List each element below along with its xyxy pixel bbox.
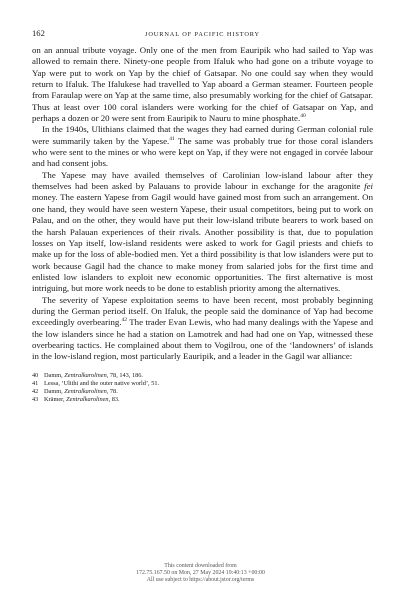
paragraph-text: The Yapese may have availed themselves of Carolinian low-island labour after they themselves had been asked by Palauans to provide labour in exchange for the aragonite (32, 169, 373, 192)
footnote-ref[interactable]: 41 (169, 135, 175, 142)
footnote-number: 43 (32, 395, 39, 403)
footnotes (32, 372, 373, 404)
footnote-text: Krämer, Zentralkarolinen, 83. (44, 395, 120, 403)
paragraph-3 (32, 170, 373, 295)
paragraph-text: on an annual tribute voyage. Only one of the men from Eauripik who had sailed to Yap was allowed to remain there. Ninety-one people from Ifaluk who had gone on a tribute voyage to Yap were put to work on Yap by the chief of Gatsapar. No one could say when they would return to Ifaluk. The Ifalukese had travelled to Yap aboard a German steamer. Fourteen people from Faraulap were on Yap at the same time, also presumably working for the chief of Gatsapar. Thus at least over 100 coral islanders were working for the chief of Gatsapar on Yap, and perhaps a dozen or 20 were sent from Eauripik to Nauru to mine phosphate. (32, 45, 373, 124)
footnote-number: 42 (32, 387, 39, 395)
terms-link[interactable]: All use subject to https://about.jstor.org/terms (146, 577, 255, 584)
download-ip-line: 172.75.167.50 on Mon, 27 May 2024 19:40:13 +00:00 (136, 570, 265, 577)
page (32, 28, 373, 404)
paragraph-text: The severity of Yapese exploitation seems to have been recent, most probably beginning during the German period itself. On Ifaluk, the people said the dominance of Yap had become exceedingly overbearing. (32, 294, 373, 328)
paragraph-text: The trader Evan Lewis, who had many dealings with the Yapese and the low islanders since he had a station on Lamotrek and had had one on Yap, witnessed these overbearing tactics. He complained about them to Vogilrou, one of the ‘landowners’ of islands in the low-island region, most particularly Eauripik, and a leader in the Gagil war alliance: (32, 317, 373, 362)
footnote (32, 372, 373, 380)
running-header (32, 28, 373, 42)
footnote-text: Damm, Zentralkarolinen, 78, 143, 186. (44, 371, 143, 379)
paragraph-4 (32, 295, 373, 363)
footnote-text: Damm, Zentralkarolinen, 78. (44, 387, 118, 395)
article-body (32, 45, 373, 363)
paragraph-text: In the 1940s, Ulithians claimed that the wages they had earned during German colonial rule were summarily taken by the Yapese. (32, 124, 373, 146)
footnote-number: 40 (32, 371, 39, 379)
page-number: 162 (32, 28, 45, 38)
paragraph-1 (32, 45, 373, 124)
footnote (32, 388, 373, 396)
download-line: This content downloaded from (164, 563, 237, 569)
italic-term: fei (364, 181, 373, 192)
footnote-number: 41 (32, 379, 39, 387)
footnote-ref[interactable]: 40 (300, 113, 306, 120)
paragraph-2 (32, 124, 373, 169)
footnote (32, 380, 373, 388)
journal-title: JOURNAL OF PACIFIC HISTORY (144, 31, 261, 38)
paragraph-text: The same was probably true for those coral islanders who were sent to the mines or who were kept on Yap, if they were not engaged in corvée labour and had consent jobs. (32, 135, 373, 169)
footnote (32, 396, 373, 404)
footnote-ref[interactable]: 42 (121, 317, 128, 324)
paragraph-text: money. The eastern Yapese from Gagil would have gained most from such an arrangement. On one hand, they would have seen western Yapese, their usual competitors, being put to work on Palau, and on the other, they would have put their low-island tribute bearers to work based on the harsh Palauan experiences of their rivals. Another possibility is that, due to population losses on Yap itself, low-island residents were asked to work for Gagil priests and chiefs to make up for the loss of able-bodied men. Yet a third possibility is that low islanders were put to work because Gagil had the chance to make money from salaried jobs for the first time and enlisted low islanders to exploit new economic opportunities. The first alternative is most intriguing, but more work needs to be done to establish priority among the alternatives. (32, 192, 373, 294)
download-notice (0, 563, 401, 585)
footnote-text: Lessa, ‘Ulithi and the outer native world’, 51. (44, 379, 160, 387)
